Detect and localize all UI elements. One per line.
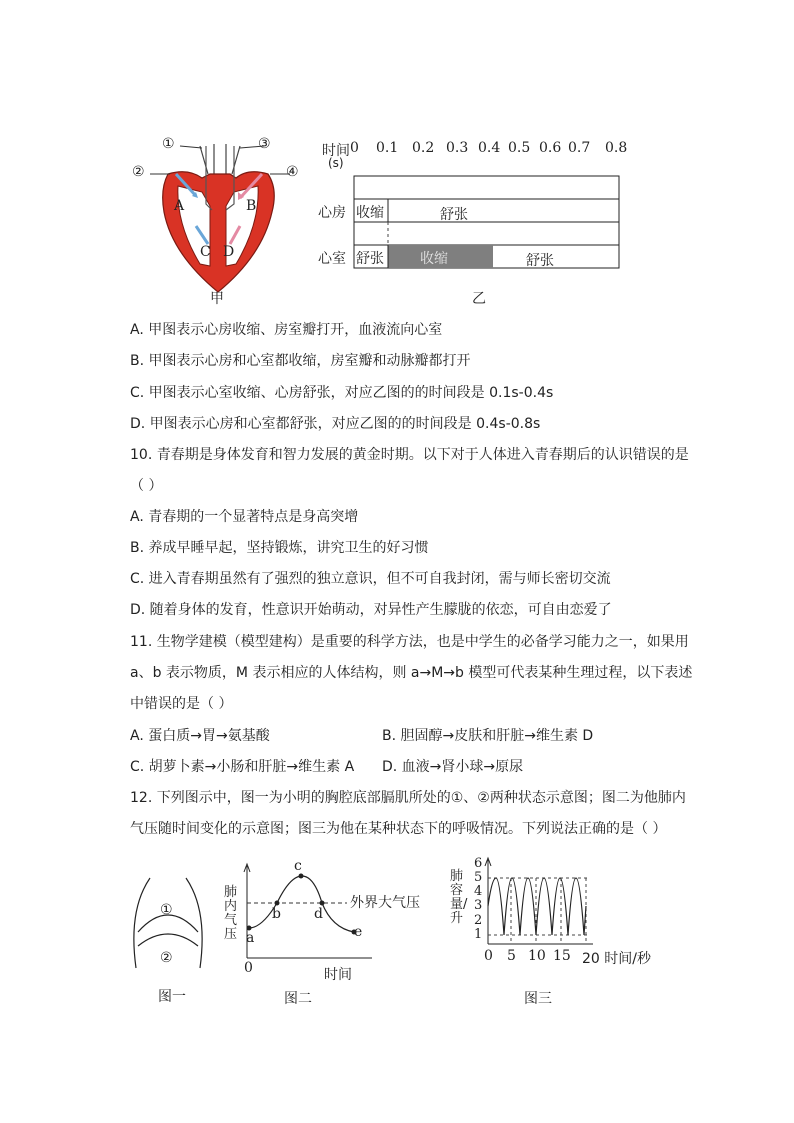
q10-option-b: B. 养成早睡早起，坚持锻炼，讲究卫生的好习惯 xyxy=(130,540,429,556)
heart-caption: 甲 xyxy=(210,291,224,307)
time-label: 时间 xyxy=(322,143,350,159)
ytick-4: 4 xyxy=(474,884,483,899)
tick-0: 0 xyxy=(350,140,359,156)
heart-illustration xyxy=(130,134,310,309)
heart-diagram xyxy=(130,134,310,309)
row-ventricle-label: 心室 xyxy=(318,251,346,267)
ytick-2: 2 xyxy=(474,913,483,928)
q11-option-a: A. 蛋白质→胃→氨基酸 xyxy=(130,728,270,744)
q10-option-d: D. 随着身体的发育，性意识开始萌动，对异性产生朦胧的依恋，可自由恋爱了 xyxy=(130,602,612,618)
q10-stem: 10. 青春期是身体发育和智力发展的黄金时期。以下对于人体进入青春期后的认识错误的是 xyxy=(130,447,689,463)
timeline-grid xyxy=(316,138,636,308)
pressure-xlabel: 时间 xyxy=(324,967,352,983)
chamber-label-d: D xyxy=(223,244,235,260)
tick-0-1: 0.1 xyxy=(376,140,399,156)
time-unit: (s) xyxy=(328,156,344,170)
diaphragm-diagram xyxy=(128,870,208,1010)
timeline-caption: 乙 xyxy=(472,291,486,307)
fig1-caption: 图一 xyxy=(158,989,186,1005)
q11-option-b: B. 胆固醇→皮肤和肝脏→维生素 D xyxy=(382,728,594,744)
q9-option-c: C. 甲图表示心室收缩、心房舒张，对应乙图的的时间段是 0.1s-0.4s xyxy=(130,385,554,401)
ytick-1: 1 xyxy=(474,927,483,942)
row-atrium-label: 心房 xyxy=(318,205,346,221)
chamber-label-b: B xyxy=(246,198,257,214)
heart-marker-4: ④ xyxy=(286,164,299,180)
pressure-ylabel: 肺内气压 xyxy=(224,885,238,942)
heart-marker-3: ③ xyxy=(258,136,271,152)
lung-pressure-chart xyxy=(222,858,432,1010)
lung-volume-chart xyxy=(448,856,668,1010)
xtick-0: 0 xyxy=(484,948,493,964)
q11-stem-2: a、b 表示物质，M 表示相应的人体结构，则 a→M→b 模型可代表某种生理过程，以下表述 xyxy=(130,665,693,681)
xtick-10: 10 xyxy=(528,948,546,964)
tick-0-7: 0.7 xyxy=(568,140,591,156)
q9-option-b: B. 甲图表示心房和心室都收缩，房室瓣和动脉瓣都打开 xyxy=(130,353,471,369)
xtick-15: 15 xyxy=(553,948,571,964)
ventricle-relax-early: 舒张 xyxy=(356,251,384,267)
diaphragm-state-1: ① xyxy=(160,902,173,918)
q11-option-c: C. 胡萝卜素→小肠和肝脏→维生素 A xyxy=(130,759,355,775)
point-a: a xyxy=(246,930,255,946)
heart-marker-1: ① xyxy=(162,136,175,152)
chamber-label-a: A xyxy=(174,198,185,214)
atrium-relax: 舒张 xyxy=(440,207,468,223)
q9-option-a: A. 甲图表示心房收缩、房室瓣打开，血液流向心室 xyxy=(130,322,443,338)
tick-0-6: 0.6 xyxy=(539,140,562,156)
chamber-label-c: C xyxy=(200,244,211,260)
q11-stem-3: 中错误的是（ ） xyxy=(130,696,233,712)
tick-0-4: 0.4 xyxy=(478,140,501,156)
ventricle-relax-late: 舒张 xyxy=(526,253,554,269)
ytick-5: 5 xyxy=(474,870,483,885)
heart-marker-2: ② xyxy=(132,164,145,180)
q10-blank: （ ） xyxy=(130,478,163,494)
tick-0-3: 0.3 xyxy=(446,140,469,156)
diaphragm-state-2: ② xyxy=(160,950,173,966)
q11-stem-1: 11. 生物学建模（模型建构）是重要的科学方法，也是中学生的必备学习能力之一，如果用 xyxy=(130,634,689,650)
tick-0-5: 0.5 xyxy=(508,140,531,156)
fig2-caption: 图二 xyxy=(284,991,312,1007)
point-c: c xyxy=(294,858,302,874)
point-e: e xyxy=(354,924,363,940)
ytick-3: 3 xyxy=(474,898,483,913)
fig3-caption: 图三 xyxy=(524,991,552,1007)
tick-0-2: 0.2 xyxy=(412,140,435,156)
point-d: d xyxy=(314,906,323,922)
ventricle-contract: 收缩 xyxy=(420,251,448,267)
tick-0-8: 0.8 xyxy=(605,140,628,156)
q12-stem-2: 气压随时间变化的示意图；图三为他在某种状态下的呼吸情况。下列说法正确的是（ ） xyxy=(130,821,667,837)
q12-stem-1: 12. 下列图示中，图一为小明的胸腔底部膈肌所处的①、②两种状态示意图；图二为他肺内 xyxy=(130,790,686,806)
pressure-origin: 0 xyxy=(244,960,253,976)
q9-option-d: D. 甲图表示心房和心室都舒张，对应乙图的的时间段是 0.4s-0.8s xyxy=(130,416,541,432)
q11-option-d: D. 血液→肾小球→原尿 xyxy=(382,759,524,775)
atmospheric-pressure-label: 外界大气压 xyxy=(350,895,420,911)
q10-option-a: A. 青春期的一个显著特点是身高突增 xyxy=(130,509,359,525)
volume-ylabel: 肺容量/升 xyxy=(450,869,468,926)
q10-option-c: C. 进入青春期虽然有了强烈的独立意识，但不可自我封闭，需与师长密切交流 xyxy=(130,571,611,587)
xtick-5: 5 xyxy=(507,948,516,964)
ytick-6: 6 xyxy=(474,856,483,871)
xtick-20-and-label: 20 时间/秒 xyxy=(582,951,651,967)
atrium-contract: 收缩 xyxy=(356,205,384,221)
point-b: b xyxy=(272,906,281,922)
cardiac-cycle-table xyxy=(316,138,636,308)
